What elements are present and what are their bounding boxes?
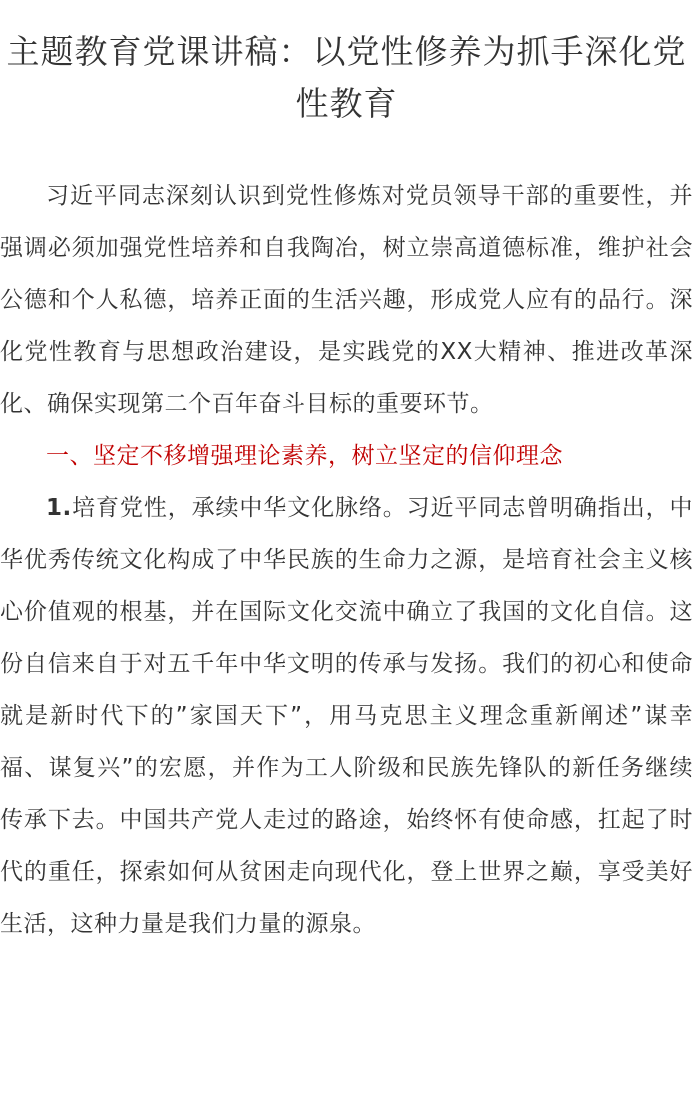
point-text: 培育党性，承续中华文化脉络。习近平同志曾明确指出，中华优秀传统文化构成了中华民族的生命力之源，是培育社会主义核心价值观的根基，并在国际文化交流中确立了我国的文化自信。这份自信来自于对五千年中华文明的传承与发扬。我们的初心和使命就是新时代下的”家国天下”，用马克思主义理念重新阐述”谋幸福、谋复兴”的宏愿，并作为工人阶级和民族先锋队的新任务继续传承下去。中国共产党人走过的路途，始终怀有使命感，扛起了时代的重任，探索如何从贫困走向现代化，登上世界之巅，享受美好生活，这种力量是我们力量的源泉。 xyxy=(0,495,693,937)
article-body xyxy=(0,170,693,950)
article-title: 主题教育党课讲稿：以党性修养为抓手深化党性教育 xyxy=(6,32,687,123)
intro-paragraph: 习近平同志深刻认识到党性修炼对党员领导干部的重要性，并强调必须加强党性培养和自我陶冶，树立崇高道德标准，维护社会公德和个人私德，培养正面的生活兴趣，形成党人应有的品行。深化党性教育与思想政治建设，是实践党的XX大精神、推进改革深化、确保实现第二个百年奋斗目标的重要环节。 xyxy=(0,183,693,417)
point-number: 1. xyxy=(46,495,72,521)
point-paragraph xyxy=(0,482,693,950)
section-heading: 一、坚定不移增强理论素养，树立坚定的信仰理念 xyxy=(46,443,563,469)
